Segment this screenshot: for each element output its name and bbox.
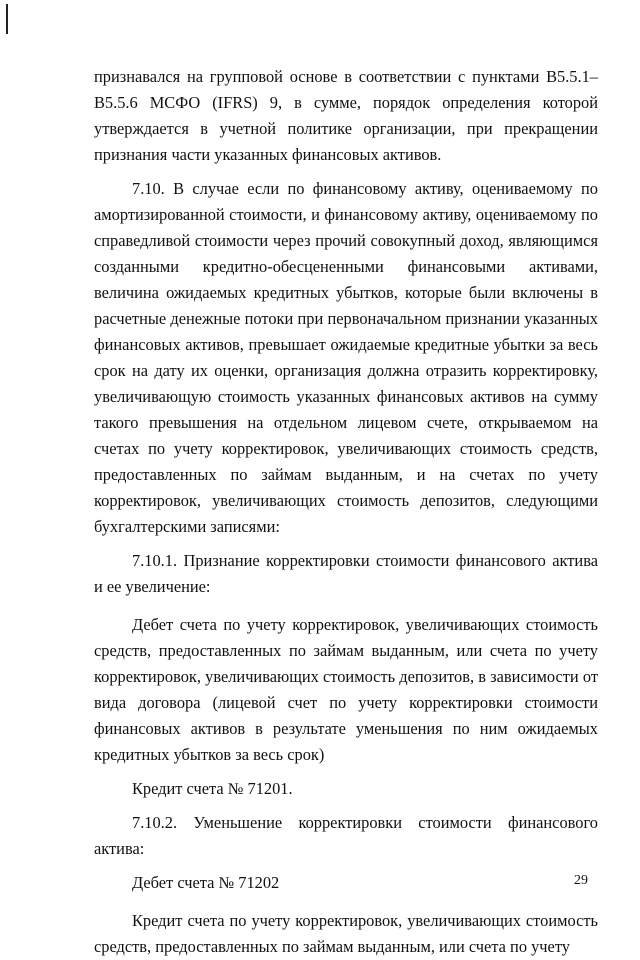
paragraph-credit-71201: Кредит счета № 71201. (132, 779, 293, 798)
paragraph-7-10-1: 7.10.1. Признание корректировки стоимости финансового актива и ее увеличение: (94, 551, 598, 596)
paragraph-credit-corrections: Кредит счета по учету корректировок, увеличивающих стоимость средств, предоставленных по займам выданным, или счета по учету (94, 911, 598, 956)
scan-edge-mark (6, 4, 8, 34)
body-text (94, 64, 598, 960)
paragraph-debit-corrections: Дебет счета по учету корректировок, увеличивающих стоимость средств, предоставленных по займам выданным, или счета по учету корректировок, увеличивающих стоимость депозитов, в зависимости от вида договора (лицевой счет по учету корректировки стоимости финансовых активов в результате уменьшения по ним ожидаемых кредитных убытков за весь срок) (94, 615, 598, 764)
page-number: 29 (574, 873, 588, 888)
paragraph-continuation: признавался на групповой основе в соответствии с пунктами B5.5.1–B5.5.6 МСФО (IFRS) 9, в сумме, порядок определения которой утверждается в учетной политике организации, при прекращении признания части указанных финансовых активов. (94, 67, 598, 164)
paragraph-debit-71202: Дебет счета № 71202 (132, 873, 280, 892)
paragraph-7-10: 7.10. В случае если по финансовому активу, оцениваемому по амортизированной стоимости, и финансовому активу, оцениваемому по справедливой стоимости через прочий совокупный доход, являющимся созданными кредитно-обесцененными финансовыми активами, величина ожидаемых кредитных убытков, которые были включены в расчетные денежные потоки при первоначальном признании указанных финансовых активов, превышает ожидаемые кредитные убытки за весь срок на дату их оценки, организация должна отразить корректировку, увеличивающую стоимость указанных финансовых активов на сумму такого превышения на отдельном лицевом счете, открываемом на счетах по учету корректировок, увеличивающих стоимость средств, предоставленных по займам выданным, и на счетах по учету корректировок, увеличивающих стоимость депозитов, следующими бухгалтерскими записями: (94, 179, 598, 536)
paragraph-7-10-2: 7.10.2. Уменьшение корректировки стоимости финансового актива: (94, 813, 598, 858)
